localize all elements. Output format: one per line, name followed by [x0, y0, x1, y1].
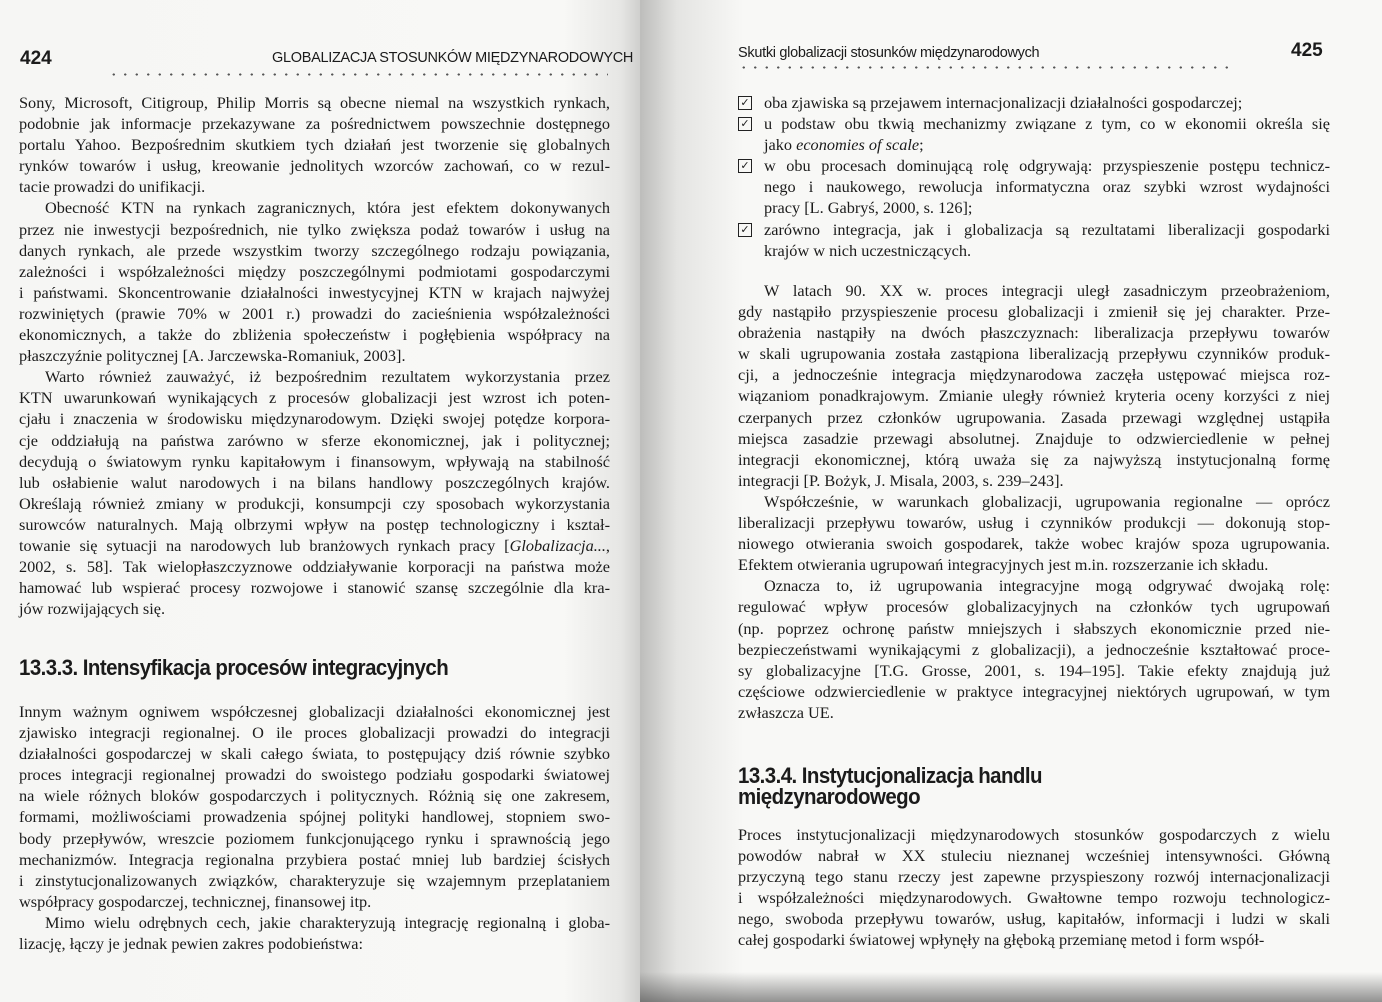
text-line: niowego otwierania swoich gospodarek, także wobec krajów spoza ugrupowania.: [738, 534, 1330, 554]
text-line: [764, 134, 1330, 155]
text-line: obrażenia nastąpiły na dwóch płaszczyznach: liberalizacja przepływu towarów: [738, 323, 1330, 343]
section-text: [738, 824, 1330, 951]
text-line: czerpanych przez członków ugrupowania. Zasada przewagi względnej ustąpiła: [738, 407, 1330, 427]
text-segment: towanie się sytuacji na narodowych lub branżowych rynkach pracy [: [19, 535, 510, 555]
page-number: 425: [1291, 40, 1323, 61]
text-line: Mimo wielu odrębnych cech, jakie charakteryzują integrację regionalną i globa-: [45, 912, 610, 932]
text-line: cje oddziałują na państwa zarówno w sferze ekonomicznej, jak i politycznej;: [19, 430, 610, 450]
running-head: Skutki globalizacji stosunków międzynarodowych: [738, 45, 1040, 61]
text-line: Współcześnie, w warunkach globalizacji, ugrupowania regionalne — oprócz: [764, 491, 1330, 511]
text-line: i współzależności międzynarodowych. Gwałtowne tempo rozwoju technologicz-: [738, 888, 1330, 908]
text-line: Efektem otwierania ugrupowań integracyjnych jest m.in. rozszerzanie ich składu.: [738, 555, 1269, 575]
text-line: bezpieczeństwami wynikającymi z globalizacji), a jednocześnie kształtować proce-: [738, 639, 1330, 659]
bullet-list: [738, 92, 1330, 261]
text-line: lub osłabienie walut narodowych i na bilans handlowy poszczególnych krajów.: [19, 472, 610, 492]
text-line: gdy nastąpiło przyspieszenie procesu globalizacji i zmienił się jej charakter. Prze-: [738, 302, 1330, 322]
text-line: krajów w nich uczestniczących.: [764, 240, 972, 260]
text-line: hamować lub wspierać procesy rozwojowe i stanowić szansę szczególnie dla kra-: [19, 578, 610, 598]
text-line: oba zjawiska są przejawem internacjonalizacji działalności gospodarczej;: [764, 93, 1243, 112]
text-line: cji, a jednocześnie integracja międzynarodowa zaczęła ustępować miejsca roz-: [738, 365, 1330, 385]
paragraph: [738, 280, 1330, 491]
paragraph: [19, 197, 610, 366]
text-line: podobnie jak informacje przekazywane za pośrednictwem powszechnie dostępnego: [19, 114, 610, 134]
text-line: body przepływów, wreszcie poziomem funkcjonującego rynku i sprawnością jego: [19, 828, 610, 848]
text-line: przyczyną tego stanu rzeczy jest zapewne przyspieszony rozwój internacjonalizacji: [738, 867, 1330, 887]
text-line: integracji ekonomicznej, którą uważa się za najwyższą instytucjonalną formę: [738, 449, 1330, 469]
text-line: nego i naukowego, rewolucja informatyczna oraz szybki wzrost wydajności: [764, 177, 1330, 197]
section-heading-line: międzynarodowego: [738, 784, 921, 809]
text-line: formami, możliwościami prowadzenia spójnej polityki handlowej, stopniem swo-: [19, 807, 610, 827]
text-line: wiązaniom ponadkrajowym. Zmianie uległy również kryteria oceny korzyści z niej: [738, 386, 1330, 406]
paragraph: [19, 912, 610, 954]
text-line: na wiele różnych bloków gospodarczych i politycznych. Różnią się one zakresem,: [19, 786, 610, 806]
paragraph: [19, 366, 610, 619]
text-line: proces integracji regionalnej prowadzi do swoistego podziału gospodarki światowej: [19, 765, 610, 785]
text-line: zależności i współzależności między poszczególnymi podmiotami gospodarczymi: [19, 261, 610, 281]
text-line: i państwami. Skoncentrowanie działalności inwestycyjnej KTN w krajach najwyżej: [19, 282, 610, 302]
text-line: sy globalizacyjne [T.G. Grosse, 2001, s. 194–195]. Takie efekty znajdują już: [738, 660, 1330, 680]
text-line: całej gospodarki światowej wpłynęły na głęboką przemianę metod i form współ-: [738, 930, 1265, 950]
text-line: płaszczyźnie politycznej [A. Jarczewska-Romaniuk, 2003].: [19, 346, 406, 366]
paragraph: [738, 491, 1330, 575]
text-line: w obu procesach dominującą rolę odgrywają: przyspieszenie postępu technicz-: [764, 156, 1330, 176]
text-line: i zinstytucjonalizowanych związków, charakteryzuje się wzajemnym przeplataniem: [19, 870, 610, 890]
text-line: liberalizacji przepływu towarów, usług i czynników produkcji — dokonują stop-: [738, 513, 1330, 533]
paragraph: [738, 824, 1330, 951]
left-page: [0, 0, 640, 1002]
page-number: 424: [20, 48, 52, 69]
text-line: pracy [L. Gabryś, 2000, s. 126];: [764, 198, 973, 218]
bullet-item: [738, 219, 1330, 261]
paragraph: [19, 701, 610, 912]
text-line: [19, 535, 610, 556]
text-line: Określają również zmiany w produkcji, konsumpcji czy sposobach wykorzystania: [19, 493, 610, 513]
text-line: rynków towarów i usług, kreowanie jednolitych wzorców zachowań, co w rezul-: [19, 156, 610, 176]
text-line: Sony, Microsoft, Citigroup, Philip Morris są obecne niemal na wszystkich rynkach,: [19, 93, 610, 112]
text-segment: jako: [764, 135, 797, 155]
text-line: powodów nabrał w XX stuleciu nieznanej wcześniej intensywności. Główną: [738, 846, 1330, 866]
text-line: Oznacza to, iż ugrupowania integracyjne mogą odgrywać dwojaką rolę:: [764, 576, 1330, 596]
text-line: decydują o światowym rynku kapitałowym i finansowym, wpływają na stabilność: [19, 451, 610, 471]
italic-title: economies of scale: [796, 135, 920, 155]
text-line: nego, swoboda przepływu towarów, usług, kapitałów, informacji i ludzi w skali: [738, 909, 1330, 929]
section-text: [19, 701, 610, 954]
checkbox-icon: ✓: [738, 223, 752, 237]
text-line: tacie prowadzi do unifikacji.: [19, 177, 206, 197]
body-text: [738, 280, 1330, 723]
text-line: jów rozwijających się.: [19, 599, 166, 619]
text-line: u podstaw obu tkwią mechanizmy związane z tym, co w ekonomii określa się: [764, 114, 1330, 134]
text-segment: ;: [919, 135, 924, 155]
text-line: w skali ugrupowania została zastąpiona liberalizacją przepływu czynników produk-: [738, 344, 1330, 364]
section-heading: [738, 765, 1042, 807]
right-page: [640, 0, 1382, 1002]
text-line: integracji [P. Bożyk, J. Misala, 2003, s. 239–243].: [738, 470, 1064, 490]
text-line: 2002, s. 58]. Tak wielopłaszczyznowe oddziaływanie korporacji na państwa może: [19, 557, 610, 577]
checkbox-icon: ✓: [738, 159, 752, 173]
bullet-item: [738, 155, 1330, 218]
text-line: surowców naturalnych. Mają olbrzymi wpływ na postęp technologiczny i kształ-: [19, 514, 610, 534]
text-line: (np. poprzez ochronę państw mniejszych i słabszych ekonomicznie przed nie-: [738, 618, 1330, 638]
text-line: zjawisko integracji regionalnej. O ile proces globalizacji prowadzi do integracji: [19, 723, 610, 743]
text-line: lizację, łączy je jednak pewien zakres podobieństwa:: [19, 934, 364, 954]
text-line: częściowe odzwierciedlenie w praktyce integracyjnej niektórych ugrupowań, w tym: [738, 681, 1330, 701]
text-line: danych rynkach, ale przede wszystkim tworzy szczególnego rodzaju powiązania,: [19, 240, 610, 260]
text-line: regulować wpływ procesów globalizacyjnych na członków tych ugrupowań: [738, 597, 1330, 617]
running-head: GLOBALIZACJA STOSUNKÓW MIĘDZYNARODOWYCH: [272, 50, 634, 66]
text-line: Proces instytucjonalizacji międzynarodowych stosunków gospodarczych z wielu: [738, 825, 1330, 844]
text-line: rozwiniętych (prawie 70% w 2001 r.) prowadzi do zacieśnienia współzależności: [19, 303, 610, 323]
section-heading: 13.3.3. Intensyfikacja procesów integracyjnych: [19, 655, 449, 680]
bullet-item: [738, 113, 1330, 155]
header-dotted-rule: [108, 73, 608, 76]
text-line: portalu Yahoo. Bezpośrednim skutkiem tych działań jest tworzenie się globalnych: [19, 135, 610, 155]
italic-title: Globalizacja...: [509, 535, 606, 555]
bullet-item: [738, 92, 1330, 113]
header-dotted-rule: [738, 66, 1234, 69]
text-line: zwłaszcza UE.: [738, 702, 834, 722]
text-line: współpracy gospodarczej, technicznej, finansowej itp.: [19, 891, 372, 911]
paragraph: [19, 92, 610, 197]
text-line: KTN uwarunkowań wynikających z procesów globalizacji jest wzrost ich poten-: [19, 388, 610, 408]
text-line: Innym ważnym ogniwem współczesnej globalizacji działalności ekonomicznej jest: [19, 702, 610, 721]
body-text: [19, 92, 610, 619]
checkbox-icon: ✓: [738, 96, 752, 110]
text-line: mechanizmów. Integracja regionalna przybiera postać mniej lub bardziej ścisłych: [19, 849, 610, 869]
section-heading-line: 13.3.4. Instytucjonalizacja handlu: [738, 763, 1042, 788]
text-segment: ,: [605, 535, 610, 555]
text-line: Warto również zauważyć, iż bezpośrednim rezultatem wykorzystania przez: [45, 367, 610, 387]
page-edge-shadow: [640, 972, 1382, 1002]
paragraph: [738, 575, 1330, 723]
text-line: przez nie inwestycji bezpośrednich, nie tylko zwiększa podaż towarów i usług na: [19, 219, 610, 239]
text-line: ekonomicznych, a także do zbliżenia społeczeństw i pogłębienia współpracy na: [19, 325, 610, 345]
text-line: W latach 90. XX w. proces integracji uległ zasadniczym przeobrażeniom,: [764, 281, 1330, 300]
text-line: działalności gospodarczej w skali całego świata, to postępujący dziś równie szybko: [19, 744, 610, 764]
checkbox-icon: ✓: [738, 117, 752, 131]
text-line: zarówno integracja, jak i globalizacja są rezultatami liberalizacji gospodarki: [764, 219, 1330, 239]
text-line: cjału i znaczenia w środowisku międzynarodowym. Dzięki swojej potędze korpora-: [19, 409, 610, 429]
text-line: Obecność KTN na rynkach zagranicznych, która jest efektem dokonywanych: [45, 198, 610, 218]
text-line: miejsca zasadzie przewagi absolutnej. Znajduje to odzwierciedlenie w pełnej: [738, 428, 1330, 448]
